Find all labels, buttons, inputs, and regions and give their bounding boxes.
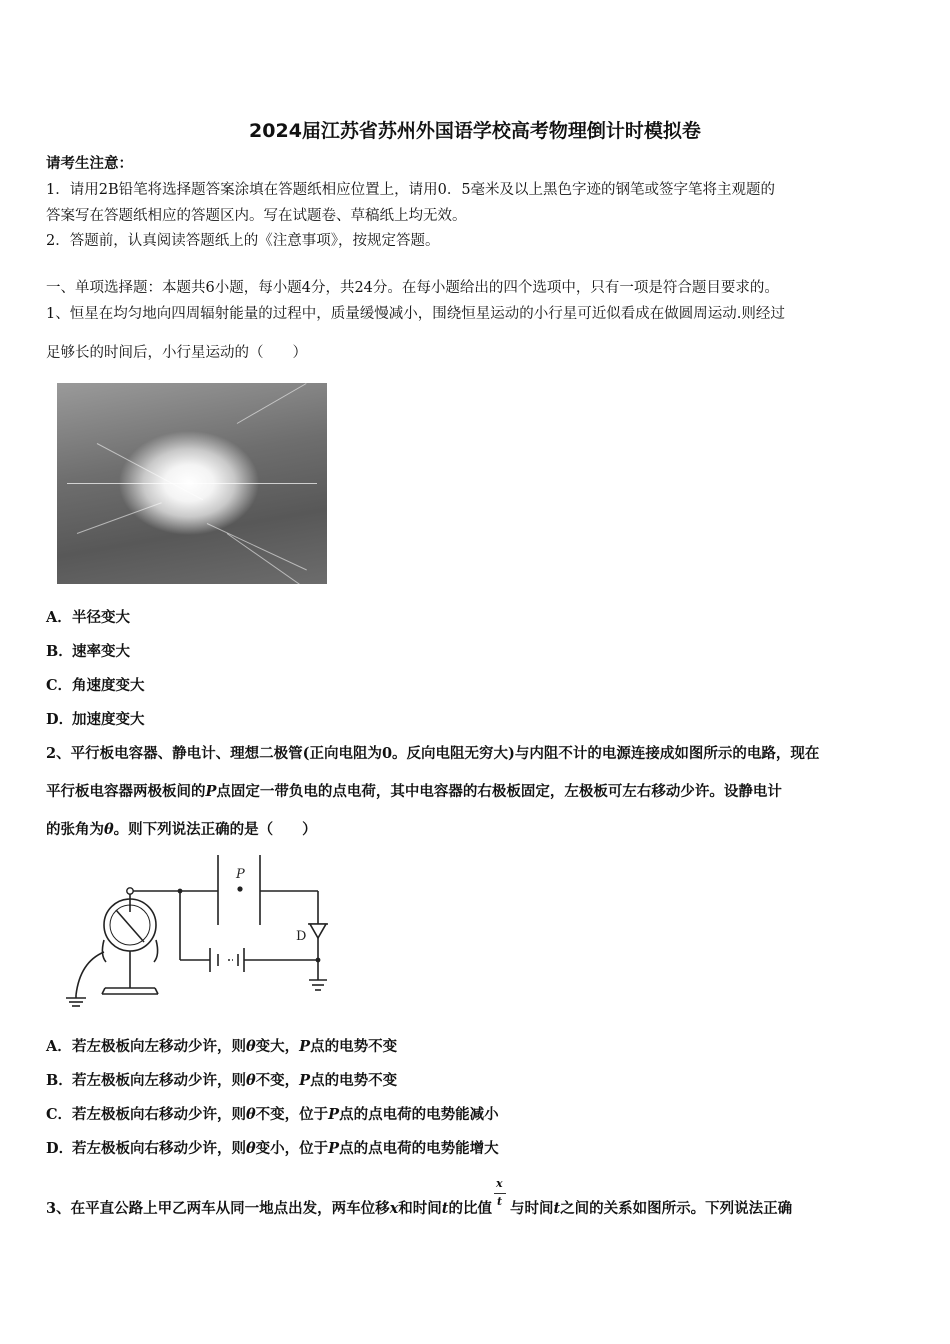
q2-stem-line-3: 的张角为θ。则下列说法正确的是（ ）: [46, 821, 317, 838]
q1-option-d-label: D．: [46, 711, 74, 728]
q1-option-c-text: 角速度变大: [72, 677, 145, 694]
q2-option-d[interactable]: D．若左极板向右移动少许，则θ变小，位于P点的点电荷的电势能增大: [46, 1140, 499, 1157]
q3-stem-line-1: 3、在平直公路上甲乙两车从同一地点出发，两车位移x和时间t的比值 $\frac{x}{t}$ 与时间t之间的关系如图所示。下列说法正确: [46, 1177, 793, 1217]
point-p-marker: [237, 886, 242, 891]
q1-option-d[interactable]: [46, 708, 145, 729]
notice-line-1: 1．请用2B铅笔将选择题答案涂填在答题纸相应位置上，请用0．5毫米及以上黑色字迹的钢笔或签字笔将主观题的: [46, 182, 776, 198]
q1-option-d-text: 加速度变大: [72, 711, 145, 728]
page-title: 2024届江苏省苏州外国语学校高考物理倒计时模拟卷: [249, 120, 701, 142]
q1-option-c[interactable]: [46, 674, 145, 695]
q1-option-a-text: 半径变大: [72, 609, 130, 626]
q2-option-a[interactable]: A．若左极板向左移动少许，则θ变大，P点的电势不变: [46, 1038, 398, 1055]
q1-option-a[interactable]: [46, 606, 130, 627]
q1-option-a-label: A．: [46, 609, 72, 626]
q1-stem-line-1: 1、恒星在均匀地向四周辐射能量的过程中，质量缓慢减小，围绕恒星运动的小行星可近似看成在做圆周运动.则经过: [46, 306, 785, 322]
section-heading: 一、单项选择题：本题共6小题，每小题4分，共24分。在每小题给出的四个选项中，只有一项是符合题目要求的。: [46, 280, 779, 296]
q2-stem-line-1: 2、平行板电容器、静电计、理想二极管(正向电阻为0。反向电阻无穷大)与内阻不计的电源连接成如图所示的电路，现在: [46, 745, 820, 762]
q2-option-b[interactable]: B．若左极板向左移动少许，则θ不变，P点的电势不变: [46, 1072, 398, 1089]
q2-option-c[interactable]: C．若左极板向右移动少许，则θ不变，位于P点的点电荷的电势能减小: [46, 1106, 499, 1123]
label-d: D: [296, 929, 307, 944]
notice-heading: 请考生注意：: [46, 155, 133, 172]
q1-option-b-text: 速率变大: [72, 643, 130, 660]
q2-stem-line-2: 平行板电容器两极板间的P点固定一带负电的点电荷，其中电容器的右极板固定，左极板可左右移动少许。设静电计: [46, 783, 782, 800]
star-radiation-photo: [57, 383, 327, 584]
label-p: P: [236, 867, 245, 882]
notice-line-1b: 答案写在答题纸相应的答题区内。写在试题卷、草稿纸上均无效。: [46, 208, 467, 224]
diode-symbol: [310, 924, 326, 938]
q1-option-b-label: B．: [46, 643, 73, 660]
x-over-t-fraction: $\frac{x}{t}$: [492, 1199, 510, 1213]
notice-line-2: 2．答题前，认真阅读答题纸上的《注意事项》，按规定答题。: [46, 233, 440, 249]
q1-option-b[interactable]: [46, 640, 130, 661]
q1-stem-line-2: 足够长的时间后，小行星运动的（ ）: [46, 345, 307, 361]
capacitor-circuit-diagram: [60, 850, 350, 1010]
q1-option-c-label: C．: [46, 677, 73, 694]
